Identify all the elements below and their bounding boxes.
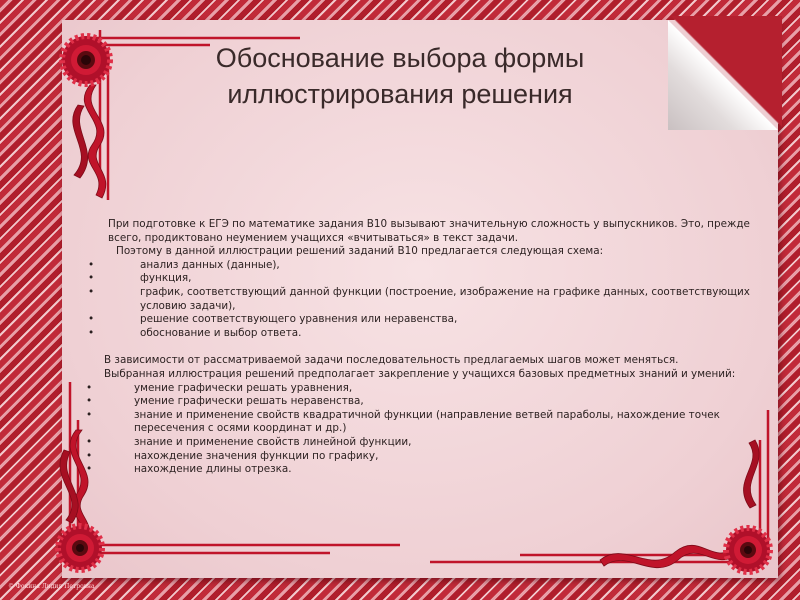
list-item-text: знание и применение свойств линейной функции, <box>134 435 412 448</box>
list-item <box>80 463 760 477</box>
list-item-text: обоснование и выбор ответа. <box>140 326 302 339</box>
list-item-text: нахождение значения функции по графику, <box>134 449 379 462</box>
list-item <box>80 259 760 273</box>
list-item-text: знание и применение свойств квадратичной функции (направление ветвей параболы, нахождение точек пересечения с осями координат и др.) <box>134 408 720 435</box>
slide-title-line-2: иллюстрирования решения <box>227 79 573 109</box>
skills-list <box>80 382 760 477</box>
gerbera-flower-icon <box>726 528 770 572</box>
bullet-icon: • <box>88 285 95 298</box>
scheme-list <box>80 259 760 341</box>
bullet-icon: • <box>88 258 95 271</box>
list-item-text: анализ данных (данные), <box>140 258 280 271</box>
paragraph-order-note: В зависимости от рассматриваемой задачи последовательность предлагаемых шагов может меняться. <box>104 354 679 367</box>
paragraph-scheme-lead: Поэтому в данной иллюстрации решений заданий В10 предлагается следующая схема: <box>116 245 604 258</box>
bullet-icon: • <box>86 435 93 448</box>
slide-title-line-1: Обоснование выбора формы <box>215 43 585 73</box>
list-item <box>80 450 760 464</box>
list-item-text: нахождение длины отрезка. <box>134 463 292 476</box>
copyright-notice: © Фокина Лидия Петровна <box>8 583 95 590</box>
slide-body <box>80 218 760 477</box>
paragraph-skills-lead: Выбранная иллюстрация решений предполагает закрепление у учащихся базовых предметных знаний и умений: <box>104 367 736 380</box>
list-item <box>80 327 760 341</box>
bullet-icon: • <box>86 463 93 476</box>
spacer <box>80 340 760 354</box>
list-item <box>80 436 760 450</box>
gerbera-flower-icon <box>62 36 110 84</box>
list-item <box>80 313 760 327</box>
slide-title <box>140 40 660 112</box>
list-item <box>80 382 760 396</box>
bullet-icon: • <box>86 449 93 462</box>
paragraph-intro: При подготовке к ЕГЭ по математике задания В10 вызывают значительную сложность у выпускников. Это, прежде всего, продиктовано неумением учащихся «вчитываться» в текст задачи. <box>108 218 750 244</box>
list-item-text: умение графически решать неравенства, <box>134 395 364 408</box>
bullet-icon: • <box>88 313 95 326</box>
list-item <box>80 272 760 286</box>
bullet-icon: • <box>86 408 93 421</box>
bullet-icon: • <box>88 326 95 339</box>
gerbera-flower-icon <box>58 526 102 570</box>
bullet-icon: • <box>88 272 95 285</box>
list-item-text: график, соответствующий данной функции (построение, изображение на графике данных, соответствующих условию задачи), <box>140 285 750 312</box>
list-item <box>80 395 760 409</box>
bullet-icon: • <box>86 381 93 394</box>
list-item-text: умение графически решать уравнения, <box>134 381 353 394</box>
list-item-text: решение соответствующего уравнения или неравенства, <box>140 313 458 326</box>
list-item-text: функция, <box>140 272 192 285</box>
page-curl-icon <box>666 18 780 132</box>
list-item <box>80 286 760 313</box>
bullet-icon: • <box>86 395 93 408</box>
list-item <box>80 409 760 436</box>
